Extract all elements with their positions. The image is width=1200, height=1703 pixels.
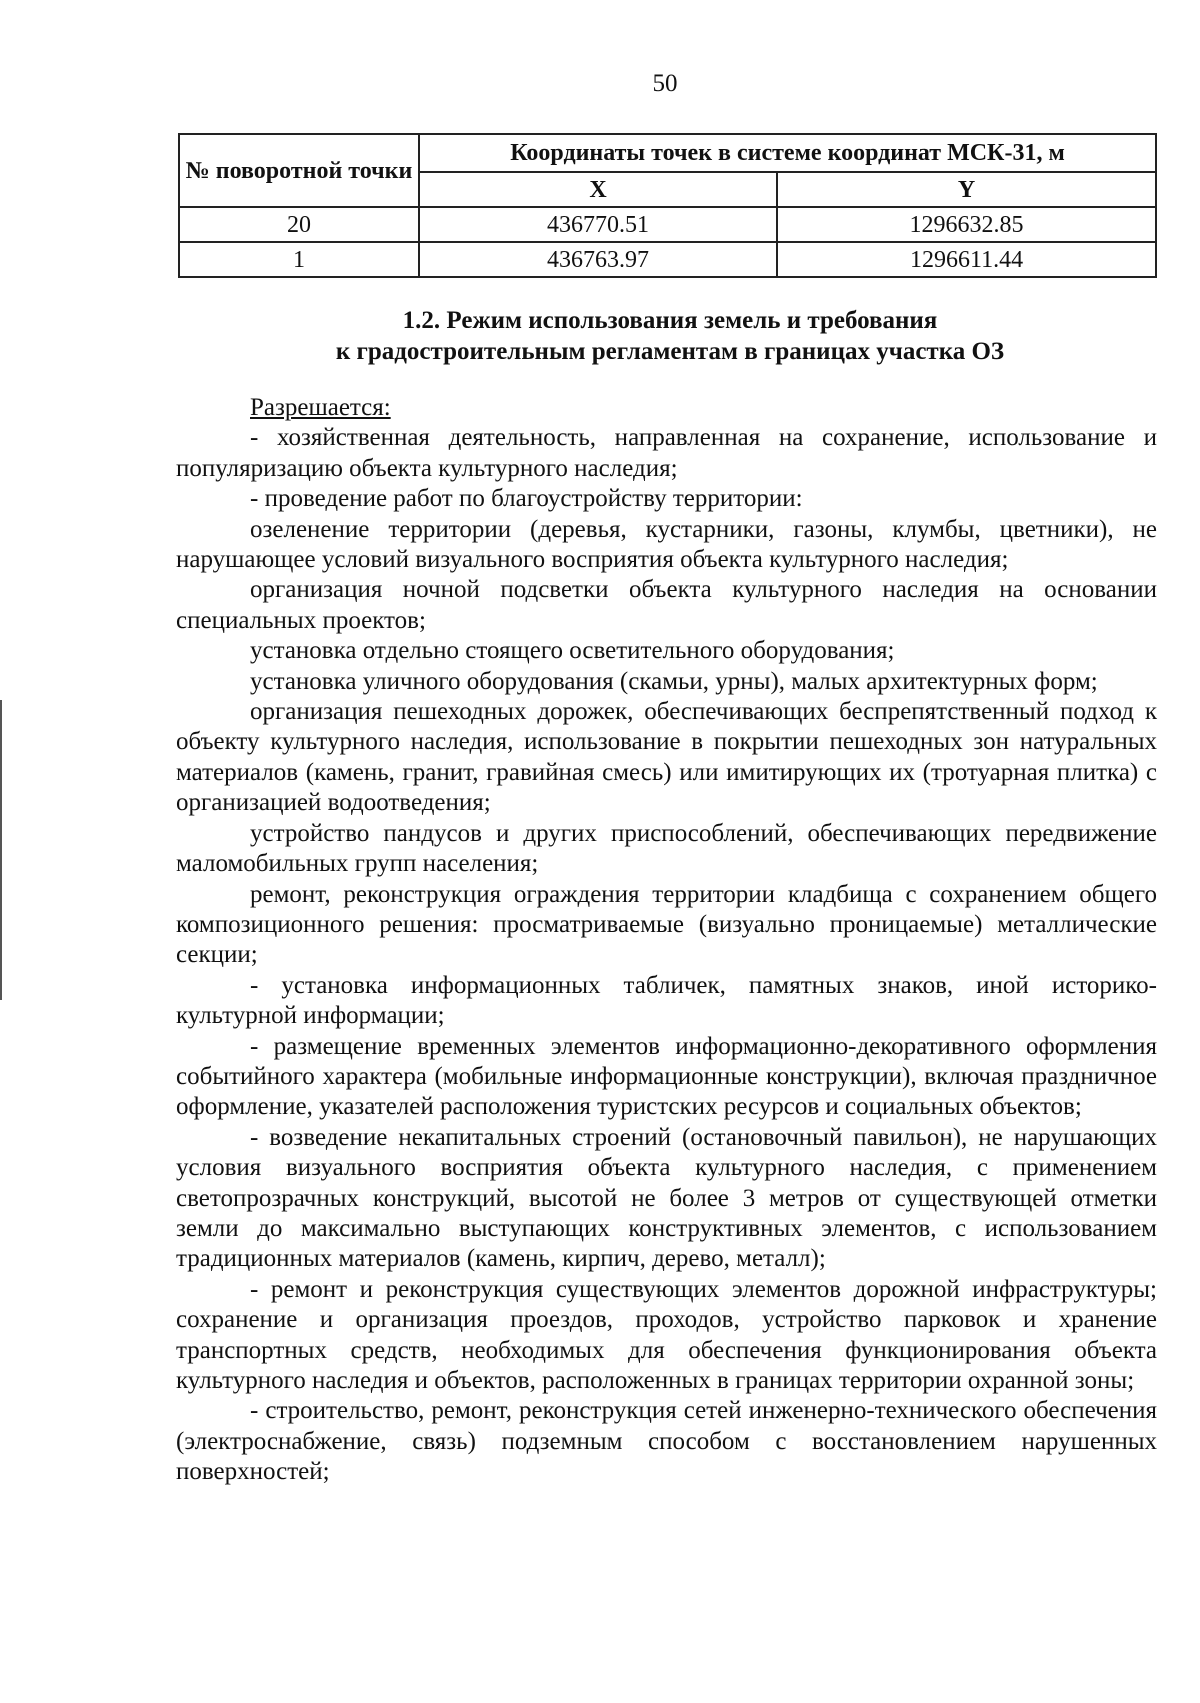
paragraph: ремонт, реконструкция ограждения территории кладбища с сохранением общего композиционного решения: просматриваемые (визуально проницаемые) металлические секции; (176, 880, 1157, 969)
paragraph: - ремонт и реконструкция существующих элементов дорожной инфраструктуры; сохранение и организация проездов, проходов, устройство парковок и хранение транспортных средств, необходимых для обеспечения функционирования объекта культурного наследия и объектов, расположенных в границах территории охранной зоны; (176, 1275, 1157, 1394)
y-value-cell: 1296611.44 (777, 242, 1156, 277)
point-number-cell: 20 (179, 207, 419, 242)
coordinates-group-header: Координаты точек в системе координат МСК-31, м (419, 134, 1156, 172)
y-value-cell: 1296632.85 (777, 207, 1156, 242)
paragraph: - размещение временных элементов информационно-декоративного оформления событийного характера (мобильные информационные конструкции), включая праздничное оформление, указателей расположения туристских ресурсов и социальных объектов; (176, 1032, 1157, 1121)
scan-margin-mark (0, 700, 2, 1000)
paragraph: организация пешеходных дорожек, обеспечивающих беспрепятственный подход к объекту культурного наследия, использование в покрытии пешеходных зон натуральных материалов (камень, гранит, гравийная смесь) или имитирующих их (тротуарная плитка) с организацией водоотведения; (176, 698, 1157, 817)
table-row (179, 242, 1156, 277)
paragraph: - возведение некапитальных строений (остановочный павильон), не нарушающих условия визуального восприятия объекта культурного наследия, с применением светопрозрачных конструкций, высотой не более 3 метров от существующей отметки земли до максимально выступающих конструктивных элементов, с использованием традиционных материалов (камень, кирпич, дерево, металл); (176, 1123, 1157, 1273)
paragraph: - установка информационных табличек, памятных знаков, иной историко-культурной информации; (176, 971, 1157, 1030)
table-row (179, 207, 1156, 242)
x-value-cell: 436763.97 (419, 242, 777, 277)
paragraph: установка отдельно стоящего осветительного оборудования; (250, 637, 895, 665)
x-column-header: X (419, 172, 777, 207)
x-value-cell: 436770.51 (419, 207, 777, 242)
section-heading-line-2: к градостроительным регламентам в границах участка ОЗ (335, 338, 1005, 365)
section-heading-line-1: 1.2. Режим использования земель и требования (402, 307, 938, 334)
page-number: 50 (652, 70, 678, 97)
point-number-cell: 1 (179, 242, 419, 277)
paragraph: - проведение работ по благоустройству территории: (250, 485, 803, 513)
paragraph: озеленение территории (деревья, кустарники, газоны, клумбы, цветники), не нарушающее условий визуального восприятия объекта культурного наследия; (176, 515, 1157, 574)
point-number-header: № поворотной точки (179, 134, 419, 207)
paragraph: - строительство, ремонт, реконструкция сетей инженерно-технического обеспечения (электроснабжение, связь) подземным способом с восстановлением нарушенных поверхностей; (176, 1397, 1157, 1486)
paragraph: установка уличного оборудования (скамьи, урны), малых архитектурных форм; (250, 667, 1098, 695)
paragraph: организация ночной подсветки объекта культурного наследия на основании специальных проектов; (176, 576, 1157, 634)
section-heading (0, 305, 1200, 367)
y-column-header: Y (777, 172, 1156, 207)
paragraph: устройство пандусов и других приспособлений, обеспечивающих передвижение маломобильных групп населения; (176, 819, 1157, 878)
coordinates-table (178, 133, 1157, 278)
paragraph: - хозяйственная деятельность, направленная на сохранение, использование и популяризацию объекта культурного наследия; (176, 424, 1157, 482)
allowed-label: Разрешается: (250, 394, 391, 421)
body-text (176, 393, 1157, 1488)
